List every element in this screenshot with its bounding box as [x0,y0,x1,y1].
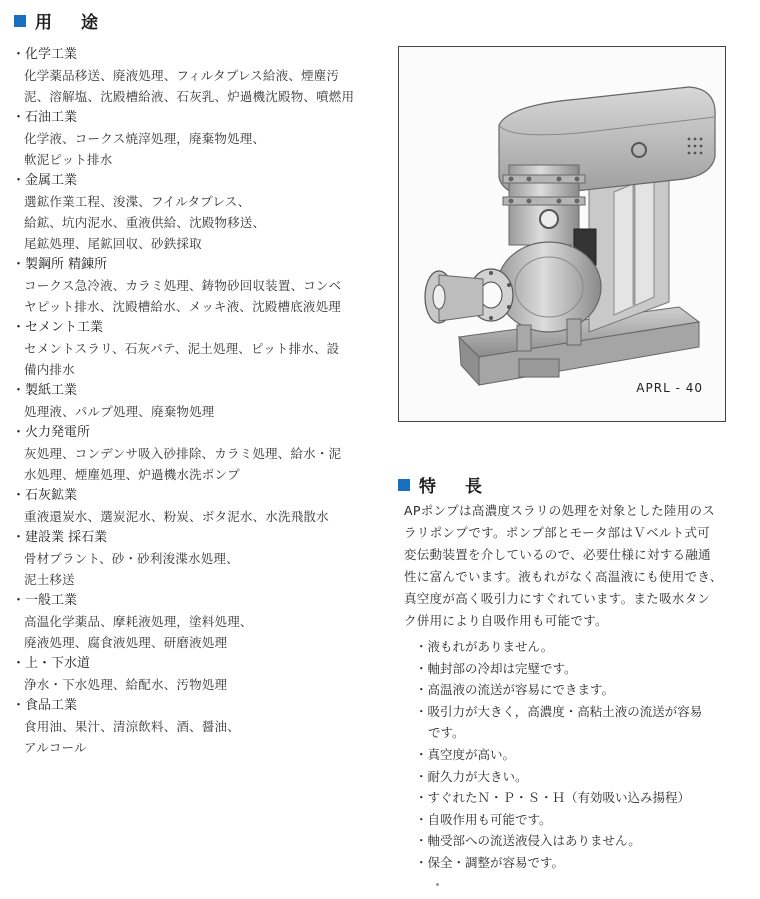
feature-item: ・ 自吸作用も可能です。 [428,809,758,831]
use-category: ・食品工業 [12,698,78,713]
use-item [12,422,372,485]
feature-item: ・ すぐれたＮ・Ｐ・Ｓ・Ｈ（有効吸い込み揚程） [428,787,758,809]
use-category: ・金属工業 [12,173,78,188]
use-category: ・火力発電所 [12,425,91,440]
use-detail: 浄水・下水処理、給配水、汚物処理 [24,677,228,692]
use-category: ・石油工業 [12,110,78,125]
use-item [12,485,372,527]
use-item [12,317,372,380]
use-item [12,590,372,653]
features-list [428,636,758,874]
use-detail: 骨材プラント、砂・砂利浚渫水処理、 泥土移送 [24,551,239,587]
feature-item: ・ 液もれがありません。 [428,636,758,658]
use-item [12,107,372,170]
use-item [12,170,372,254]
use-category: ・製鋼所 精錬所 [12,257,108,272]
use-item [12,653,372,695]
use-category: ・石灰鉱業 [12,488,78,503]
use-category: ・製紙工業 [12,383,78,398]
features-heading [398,472,488,497]
blue-square-icon [398,479,410,491]
use-item [12,254,372,317]
use-detail: コークス急冷液、カラミ処理、鋳物砂回収装置、コンベ ヤピット排水、沈殿槽給水、メッキ液、沈殿槽底液処理 [24,278,342,314]
use-item [12,380,372,422]
use-detail: 選鉱作業工程、浚渫、フイルタプレス、 給鉱、坑内泥水、重液供給、沈殿物移送、 尾鉱処理、尾鉱回収、砂鉄採取 [24,194,266,251]
photo-caption: APRL - 40 [636,381,703,395]
use-item [12,44,372,107]
feature-item: ・ 保全・調整が容易です。 [428,852,758,874]
use-detail: 食用油、果汁、清涼飲料、酒、醤油、 アルコール [24,719,240,755]
feature-item: ・ 軸受部への流送液侵入はありません。 [428,830,758,852]
use-category: ・上・下水道 [12,656,91,671]
feature-item: ・ 吸引力が大きく，高濃度・高粘土液の流送が容易 です。 [428,701,758,744]
uses-list [12,44,372,758]
features-description: APポンプは高濃度スラリの処理を対象とした陸用のス ラリポンプです。ポンプ部とモータ部はＶベルト式可 変伝動装置を介しているので、必要仕様に対する融通 性に富んでいます。液もれがなく高温液にも使用でき、 真空度が高く吸引力にすぐれています。また吸水タン ク併用により自吸作用も可能です。 [404,503,723,628]
features-title: 特 長 [419,477,488,497]
print-dot [436,883,439,886]
use-category: ・セメント工業 [12,320,104,335]
use-category: ・建設業 採石業 [12,530,108,545]
slurry-pump-illustration [399,47,725,421]
feature-item: ・ 真空度が高い。 [428,744,758,766]
blue-square-icon [14,15,26,27]
use-item [12,695,372,758]
use-item [12,527,372,590]
use-detail: 灰処理、コンデンサ吸入砂排除、カラミ処理、給水・泥 水処理、煙塵処理、炉過機水洗ポンプ [24,446,342,482]
use-detail: 化学液、コークス焼滓処理，廃棄物処理、 軟泥ピット排水 [24,131,266,167]
use-detail: 化学薬品移送、廃液処理、フィルタプレス給液、煙塵汚 泥、溶解塩、沈殿槽給液、石灰乳、炉過機沈殿物、噴燃用 [24,68,355,104]
use-detail: 処理液、パルプ処理、廃棄物処理 [24,404,215,419]
use-category: ・化学工業 [12,47,78,62]
feature-item: ・ 軸封部の冷却は完璧です。 [428,658,758,680]
feature-item: ・ 高温液の流送が容易にできます。 [428,679,758,701]
uses-heading [14,8,104,33]
use-detail: 重液還炭水、選炭泥水、粉炭、ボタ泥水、水洗飛散水 [24,509,329,524]
feature-item: ・ 耐久力が大きい。 [428,766,758,788]
use-detail: セメントスラリ、石灰パテ、泥土処理、ピット排水、設 備内排水 [24,341,340,377]
pump-photo-frame [398,46,726,422]
use-detail: 高温化学薬品、摩耗液処理，塗料処理、 廃液処理、腐食液処理、研磨液処理 [24,614,253,650]
use-category: ・一般工業 [12,593,78,608]
uses-title: 用 途 [35,13,104,33]
